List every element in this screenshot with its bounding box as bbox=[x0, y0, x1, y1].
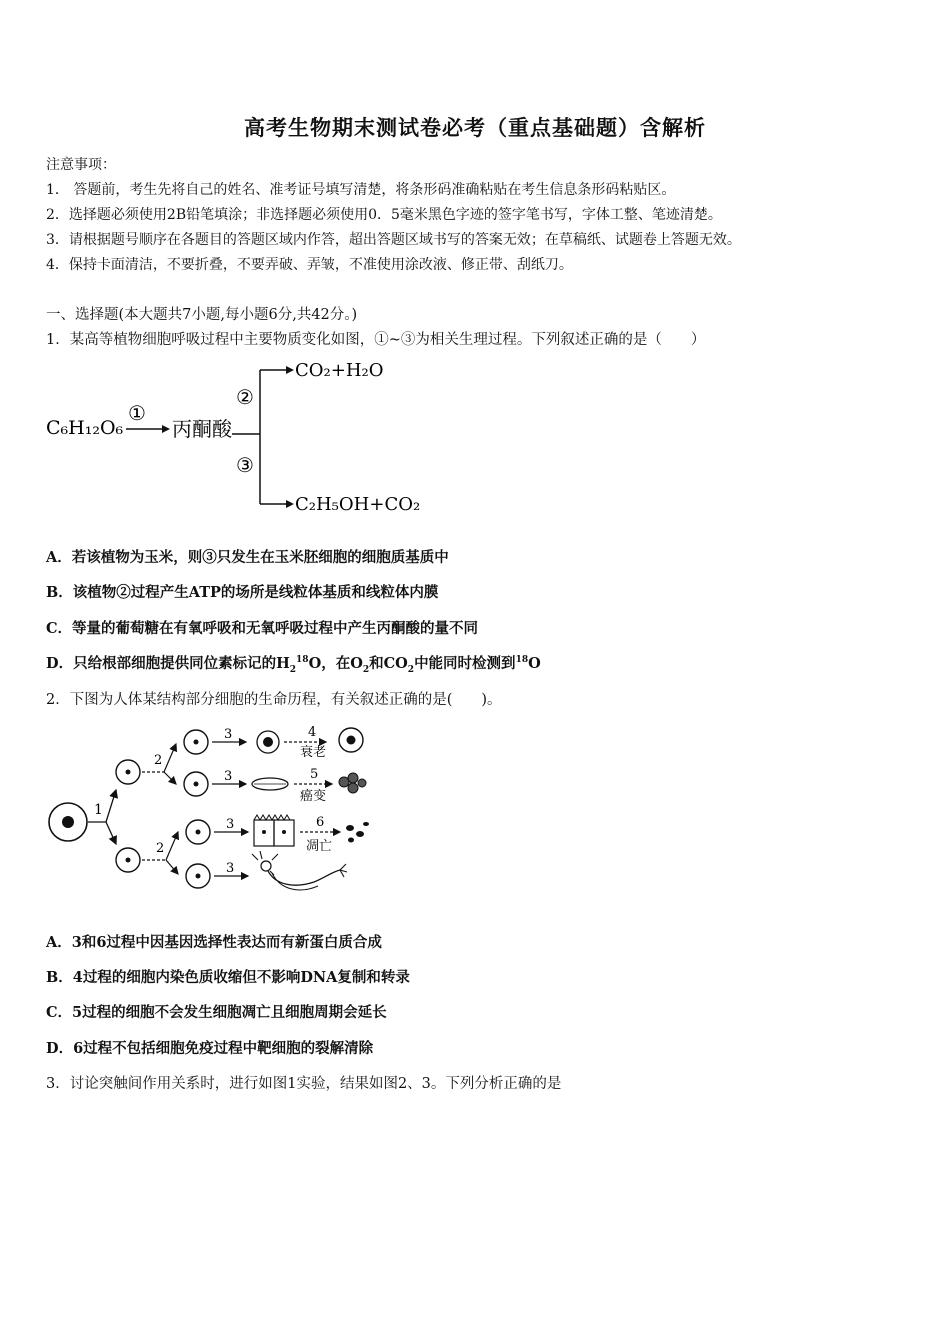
q1-option-a: A．若该植物为玉米，则③只发生在玉米胚细胞的细胞质基质中 bbox=[46, 549, 449, 566]
aerobic-products-label: CO₂+H₂O bbox=[295, 360, 384, 381]
notice-heading: 注意事项： bbox=[46, 157, 116, 173]
process-3-label-row1: 3 bbox=[224, 727, 233, 742]
cancer-label: 癌变 bbox=[300, 789, 327, 804]
apoptotic-bodies bbox=[346, 822, 369, 843]
process-1-label: 1 bbox=[94, 802, 103, 818]
section-heading: 一、选择题(本大题共7小题,每小题6分,共42分。) bbox=[46, 307, 358, 323]
notice-item-1: 1． 答题前，考生先将自己的姓名、准考证号填写清楚，将条形码准确粘贴在考生信息条形码粘贴区。 bbox=[46, 182, 676, 198]
cancer-cell-cluster bbox=[339, 773, 366, 793]
page-title: 高考生物期末测试卷必考（重点基础题）含解析 bbox=[244, 116, 706, 140]
step-3-label: ③ bbox=[236, 453, 254, 477]
cell-life-diagram bbox=[44, 720, 389, 900]
step-1-label: ① bbox=[128, 401, 146, 425]
q1-option-b: B．该植物②过程产生ATP的场所是线粒体基质和线粒体内膜 bbox=[46, 584, 439, 601]
arrow-3-head bbox=[286, 500, 294, 508]
notice-item-3: 3．请根据题号顺序在各题目的答题区域内作答，超出答题区域书写的答案无效；在草稿纸、试题卷上答题无效。 bbox=[46, 232, 741, 248]
question-1-stem: 1．某高等植物细胞呼吸过程中主要物质变化如图，①~③为相关生理过程。下列叙述正确的是（ ） bbox=[46, 332, 706, 348]
process-5-label: 5 bbox=[310, 767, 319, 782]
notice-item-4: 4．保持卡面清洁，不要折叠，不要弄破、弄皱，不准使用涂改液、修正带、刮纸刀。 bbox=[46, 257, 573, 273]
arrow-2-head bbox=[286, 366, 294, 374]
apoptosis-label: 凋亡 bbox=[306, 839, 333, 854]
question-2-stem: 2．下图为人体某结构部分细胞的生命历程，有关叙述正确的是( )。 bbox=[46, 692, 502, 708]
q2-option-b: B．4过程的细胞内染色质收缩但不影响DNA复制和转录 bbox=[46, 969, 410, 986]
notice-item-2: 2．选择题必须使用2B铅笔填涂；非选择题必须使用0．5毫米黑色字迹的签字笔书写，字体工整、笔迹清楚。 bbox=[46, 207, 722, 223]
mother-cell-nucleus bbox=[62, 816, 74, 828]
glucose-label: C₆H₁₂O₆ bbox=[46, 417, 124, 439]
process-6-label: 6 bbox=[316, 815, 325, 830]
q2-option-c: C．5过程的细胞不会发生细胞凋亡且细胞周期会延长 bbox=[46, 1004, 387, 1021]
process-2-label-lower: 2 bbox=[156, 841, 165, 856]
respiration-diagram bbox=[40, 352, 440, 524]
process-3-label-row3: 3 bbox=[226, 817, 235, 832]
q1-option-d: D．只给根部细胞提供同位素标记的$H_2^{18}O$，在$O_2$和$CO_2$中能同时检测到$^{18}$O bbox=[46, 655, 541, 675]
process-2-label-upper: 2 bbox=[154, 753, 163, 768]
q1-option-c: C．等量的葡萄糖在有氧呼吸和无氧呼吸过程中产生丙酮酸的量不同 bbox=[46, 620, 479, 637]
process-3-label-row4: 3 bbox=[226, 861, 235, 876]
step-2-label: ② bbox=[236, 385, 254, 409]
process-3-label-row2: 3 bbox=[224, 769, 233, 784]
neuron-cell bbox=[252, 851, 347, 890]
question-3-stem: 3．讨论突触间作用关系时，进行如图1实验，结果如图2、3。下列分析正确的是 bbox=[46, 1076, 562, 1092]
arrow-1-head bbox=[162, 425, 170, 433]
q2-option-a: A．3和6过程中因基因选择性表达而有新蛋白质合成 bbox=[46, 934, 382, 951]
q2-option-d: D．6过程不包括细胞免疫过程中靶细胞的裂解清除 bbox=[46, 1040, 374, 1057]
aging-label: 衰老 bbox=[300, 745, 327, 760]
anaerobic-products-label: C₂H₅OH+CO₂ bbox=[295, 494, 421, 515]
process-4-label: 4 bbox=[308, 725, 317, 740]
pyruvate-label: 丙酮酸 bbox=[172, 417, 232, 441]
epithelial-cells bbox=[254, 815, 294, 846]
